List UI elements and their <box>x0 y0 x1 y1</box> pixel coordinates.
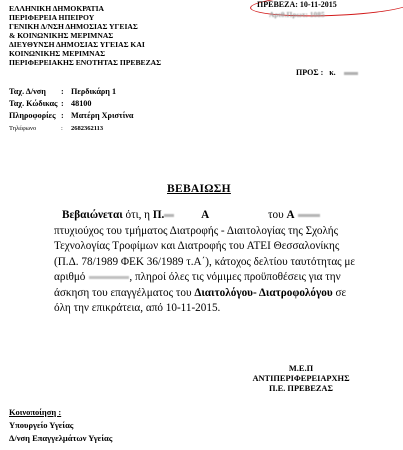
body-line-5: αριθμό , πληροί όλες τις νόμιμες προϋποθέσεις για την <box>54 271 341 283</box>
address-street: Ταχ. Δ/νση : Περδικάρη 1 <box>9 87 117 96</box>
distribution-item-2: Δ/νση Επαγγελμάτων Υγείας <box>9 433 113 443</box>
header-line-7: ΠΕΡΙΦΕΡΕΙΑΚΗΣ ΕΝΟΤΗΤΑΣ ΠΡΕΒΕΖΑΣ <box>9 58 162 67</box>
signature-line-3: Π.Ε. ΠΡΕΒΕΖΑΣ <box>269 384 333 393</box>
person-surname-initial: Α <box>201 209 210 221</box>
street-value: Περδικάρη 1 <box>71 87 117 96</box>
authority-header <box>9 4 161 67</box>
address-block <box>9 86 133 122</box>
phone-label: Τηλέφωνο <box>9 125 37 132</box>
info-value: Ματέρη Χριστίνα <box>71 111 134 120</box>
signature-block <box>236 364 366 394</box>
body-line-4: (Π.Δ. 78/1989 ΦΕΚ 36/1989 τ.Α΄), κάτοχος δελτίου ταυτότητας με <box>54 255 356 268</box>
place-date: ΠΡΕΒΕΖΑ: 10-11-2015 <box>257 0 337 9</box>
certificate-body <box>54 208 388 317</box>
address-info: Πληροφορίες : Ματέρη Χριστίνα <box>9 111 134 120</box>
signature-line-2: ΑΝΤΙΠΕΡΙΦΕΡΕΙΑΡΧΗΣ <box>252 374 350 383</box>
address-phone: Τηλέφωνο : 2682362113 <box>9 125 104 132</box>
person-initial: Π. <box>152 209 165 221</box>
profession: Διαιτολόγου- Διατροφολόγου <box>194 286 333 299</box>
body-line-2: πτυχιούχος του τμήματος Διατροφής - Διαιτολογίας της Σχολής <box>54 224 339 237</box>
phone-value: 2682362113 <box>71 125 104 132</box>
header-line-4: & ΚΟΙΝΩΝΙΚΗΣ ΜΕΡΙΜΝΑΣ <box>9 31 114 40</box>
body-line-3: Τεχνολογίας Τροφίμων και Διατροφής του ΑΤΕΙ Θεσσαλονίκης <box>54 240 340 252</box>
recipient-value: κ. <box>329 68 336 77</box>
header-line-5: ΔΙΕΥΘΥΝΣΗ ΔΗΜΟΣΙΑΣ ΥΓΕΙΑΣ ΚΑΙ <box>9 40 145 49</box>
header-line-1: ΕΛΛΗΝΙΚΗ ΔΗΜΟΚΡΑΤΙΑ <box>9 4 105 13</box>
recipient-label: ΠΡΟΣ : <box>296 68 324 77</box>
signature-line-1: Μ.Ε.Π <box>288 364 314 373</box>
body-line-1: Βεβαιώνεται ότι, η Π. Α του Α <box>54 208 388 224</box>
protocol-number: Αριθ.Πρωτ: 1085 <box>269 10 325 19</box>
zip-label: Ταχ. Κώδικας <box>9 99 58 108</box>
recipient-redacted <box>344 72 358 75</box>
street-label: Ταχ. Δ/νση <box>9 87 46 96</box>
recipient <box>296 68 358 77</box>
certify-word: Βεβαιώνεται <box>62 209 123 221</box>
distribution-item-1: Υπουργείο Υγείας <box>9 420 74 430</box>
distribution-title: Κοινοποίηση : <box>9 407 62 417</box>
header-line-3: ΓΕΝΙΚΗ Δ/ΝΣΗ ΔΗΜΟΣΙΑΣ ΥΓΕΙΑΣ <box>9 22 138 31</box>
distribution-block <box>9 406 112 445</box>
body-line-7: όλη την επικράτεια, από 10-11-2015. <box>54 302 221 314</box>
father-initial: Α <box>286 209 295 221</box>
address-zip: Ταχ. Κώδικας : 48100 <box>9 99 92 108</box>
document-title: ΒΕΒΑΙΩΣΗ <box>167 183 231 195</box>
zip-value: 48100 <box>71 99 92 108</box>
info-label: Πληροφορίες <box>9 111 56 120</box>
header-line-2: ΠΕΡΙΦΕΡΕΙΑ ΗΠΕΙΡΟΥ <box>9 13 95 22</box>
body-line-6: άσκηση του επαγγέλματος του Διαιτολόγου- Διατροφολόγου σε <box>54 286 347 299</box>
header-line-6: ΚΟΙΝΩΝΙΚΗΣ ΜΕΡΙΜΝΑΣ <box>9 49 106 58</box>
